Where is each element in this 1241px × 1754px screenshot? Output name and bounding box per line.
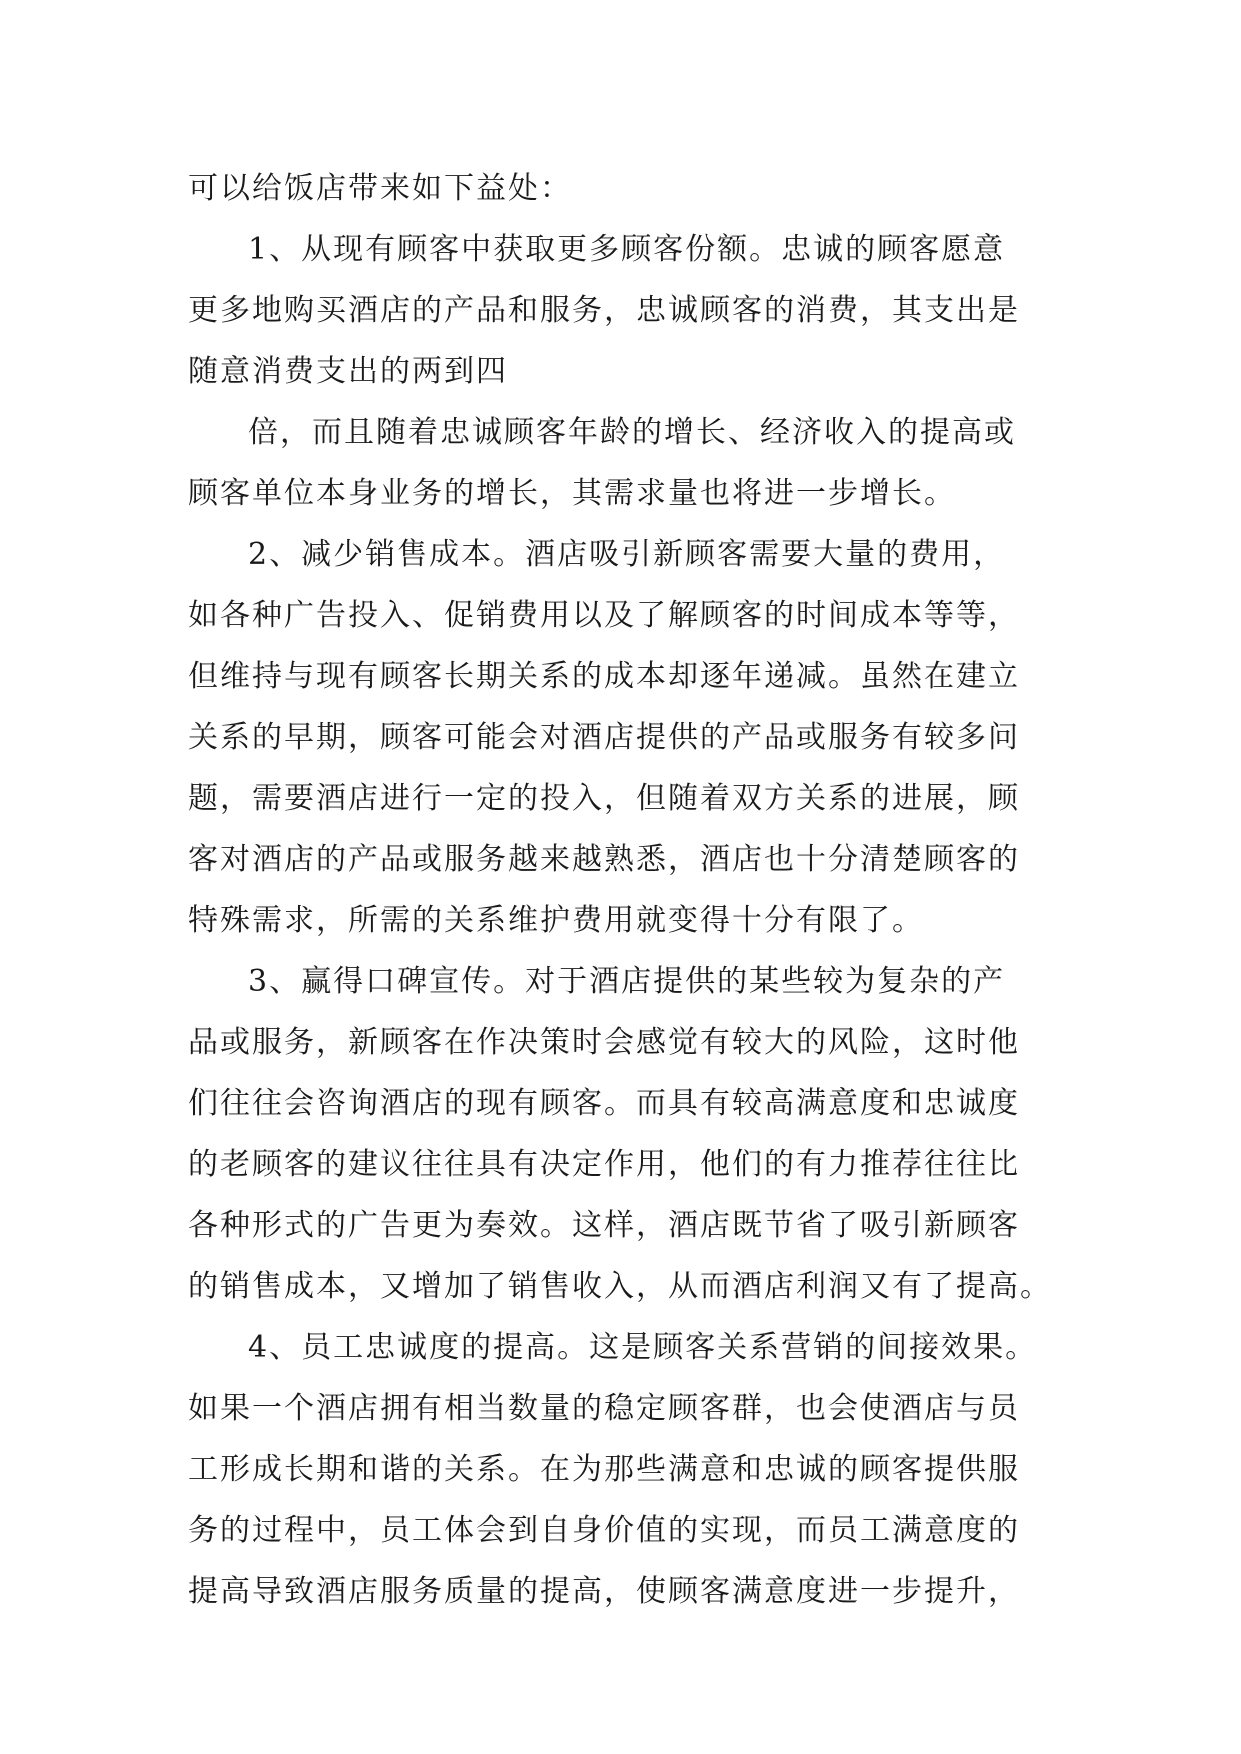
text-line: 但维持与现有顾客长期关系的成本却逐年递减。虽然在建立: [188, 659, 1020, 694]
text-line: 务的过程中，员工体会到自身价值的实现，而员工满意度的: [188, 1513, 1020, 1548]
text-line: 题，需要酒店进行一定的投入，但随着双方关系的进展，顾: [188, 781, 1020, 816]
text-line: 如各种广告投入、促销费用以及了解顾客的时间成本等等，: [188, 598, 1020, 633]
text-line: 们往往会咨询酒店的现有顾客。而具有较高满意度和忠诚度: [188, 1086, 1020, 1121]
text-line: 各种形式的广告更为奏效。这样，酒店既节省了吸引新顾客: [188, 1208, 1020, 1243]
document-body: [188, 158, 1054, 1622]
text-line: 提高导致酒店服务质量的提高，使顾客满意度进一步提升，: [188, 1574, 1020, 1609]
text-line: 品或服务，新顾客在作决策时会感觉有较大的风险，这时他: [188, 1025, 1020, 1060]
text-line: 可以给饭店带来如下益处：: [188, 171, 572, 206]
text-line: 3、赢得口碑宣传。对于酒店提供的某些较为复杂的产: [248, 964, 1006, 999]
text-line: 1、从现有顾客中获取更多顾客份额。忠诚的顾客愿意: [248, 232, 1006, 267]
text-line: 特殊需求，所需的关系维护费用就变得十分有限了。: [188, 903, 924, 938]
text-line: 顾客单位本身业务的增长，其需求量也将进一步增长。: [188, 476, 956, 511]
text-line: 的销售成本，又增加了销售收入，从而酒店利润又有了提高。: [188, 1269, 1052, 1304]
text-line: 2、减少销售成本。酒店吸引新顾客需要大量的费用，: [248, 537, 1006, 572]
text-line: 关系的早期，顾客可能会对酒店提供的产品或服务有较多问: [188, 720, 1020, 755]
text-line: 客对酒店的产品或服务越来越熟悉，酒店也十分清楚顾客的: [188, 842, 1020, 877]
text-line: 的老顾客的建议往往具有决定作用，他们的有力推荐往往比: [188, 1147, 1020, 1182]
text-line: 更多地购买酒店的产品和服务，忠诚顾客的消费，其支出是: [188, 293, 1020, 328]
text-line: 工形成长期和谐的关系。在为那些满意和忠诚的顾客提供服: [188, 1452, 1020, 1487]
text-line: 如果一个酒店拥有相当数量的稳定顾客群，也会使酒店与员: [188, 1391, 1020, 1426]
text-line: 4、员工忠诚度的提高。这是顾客关系营销的间接效果。: [248, 1330, 1038, 1365]
text-line: 随意消费支出的两到四: [188, 354, 508, 389]
text-line: 倍，而且随着忠诚顾客年龄的增长、经济收入的提高或: [248, 415, 1016, 450]
